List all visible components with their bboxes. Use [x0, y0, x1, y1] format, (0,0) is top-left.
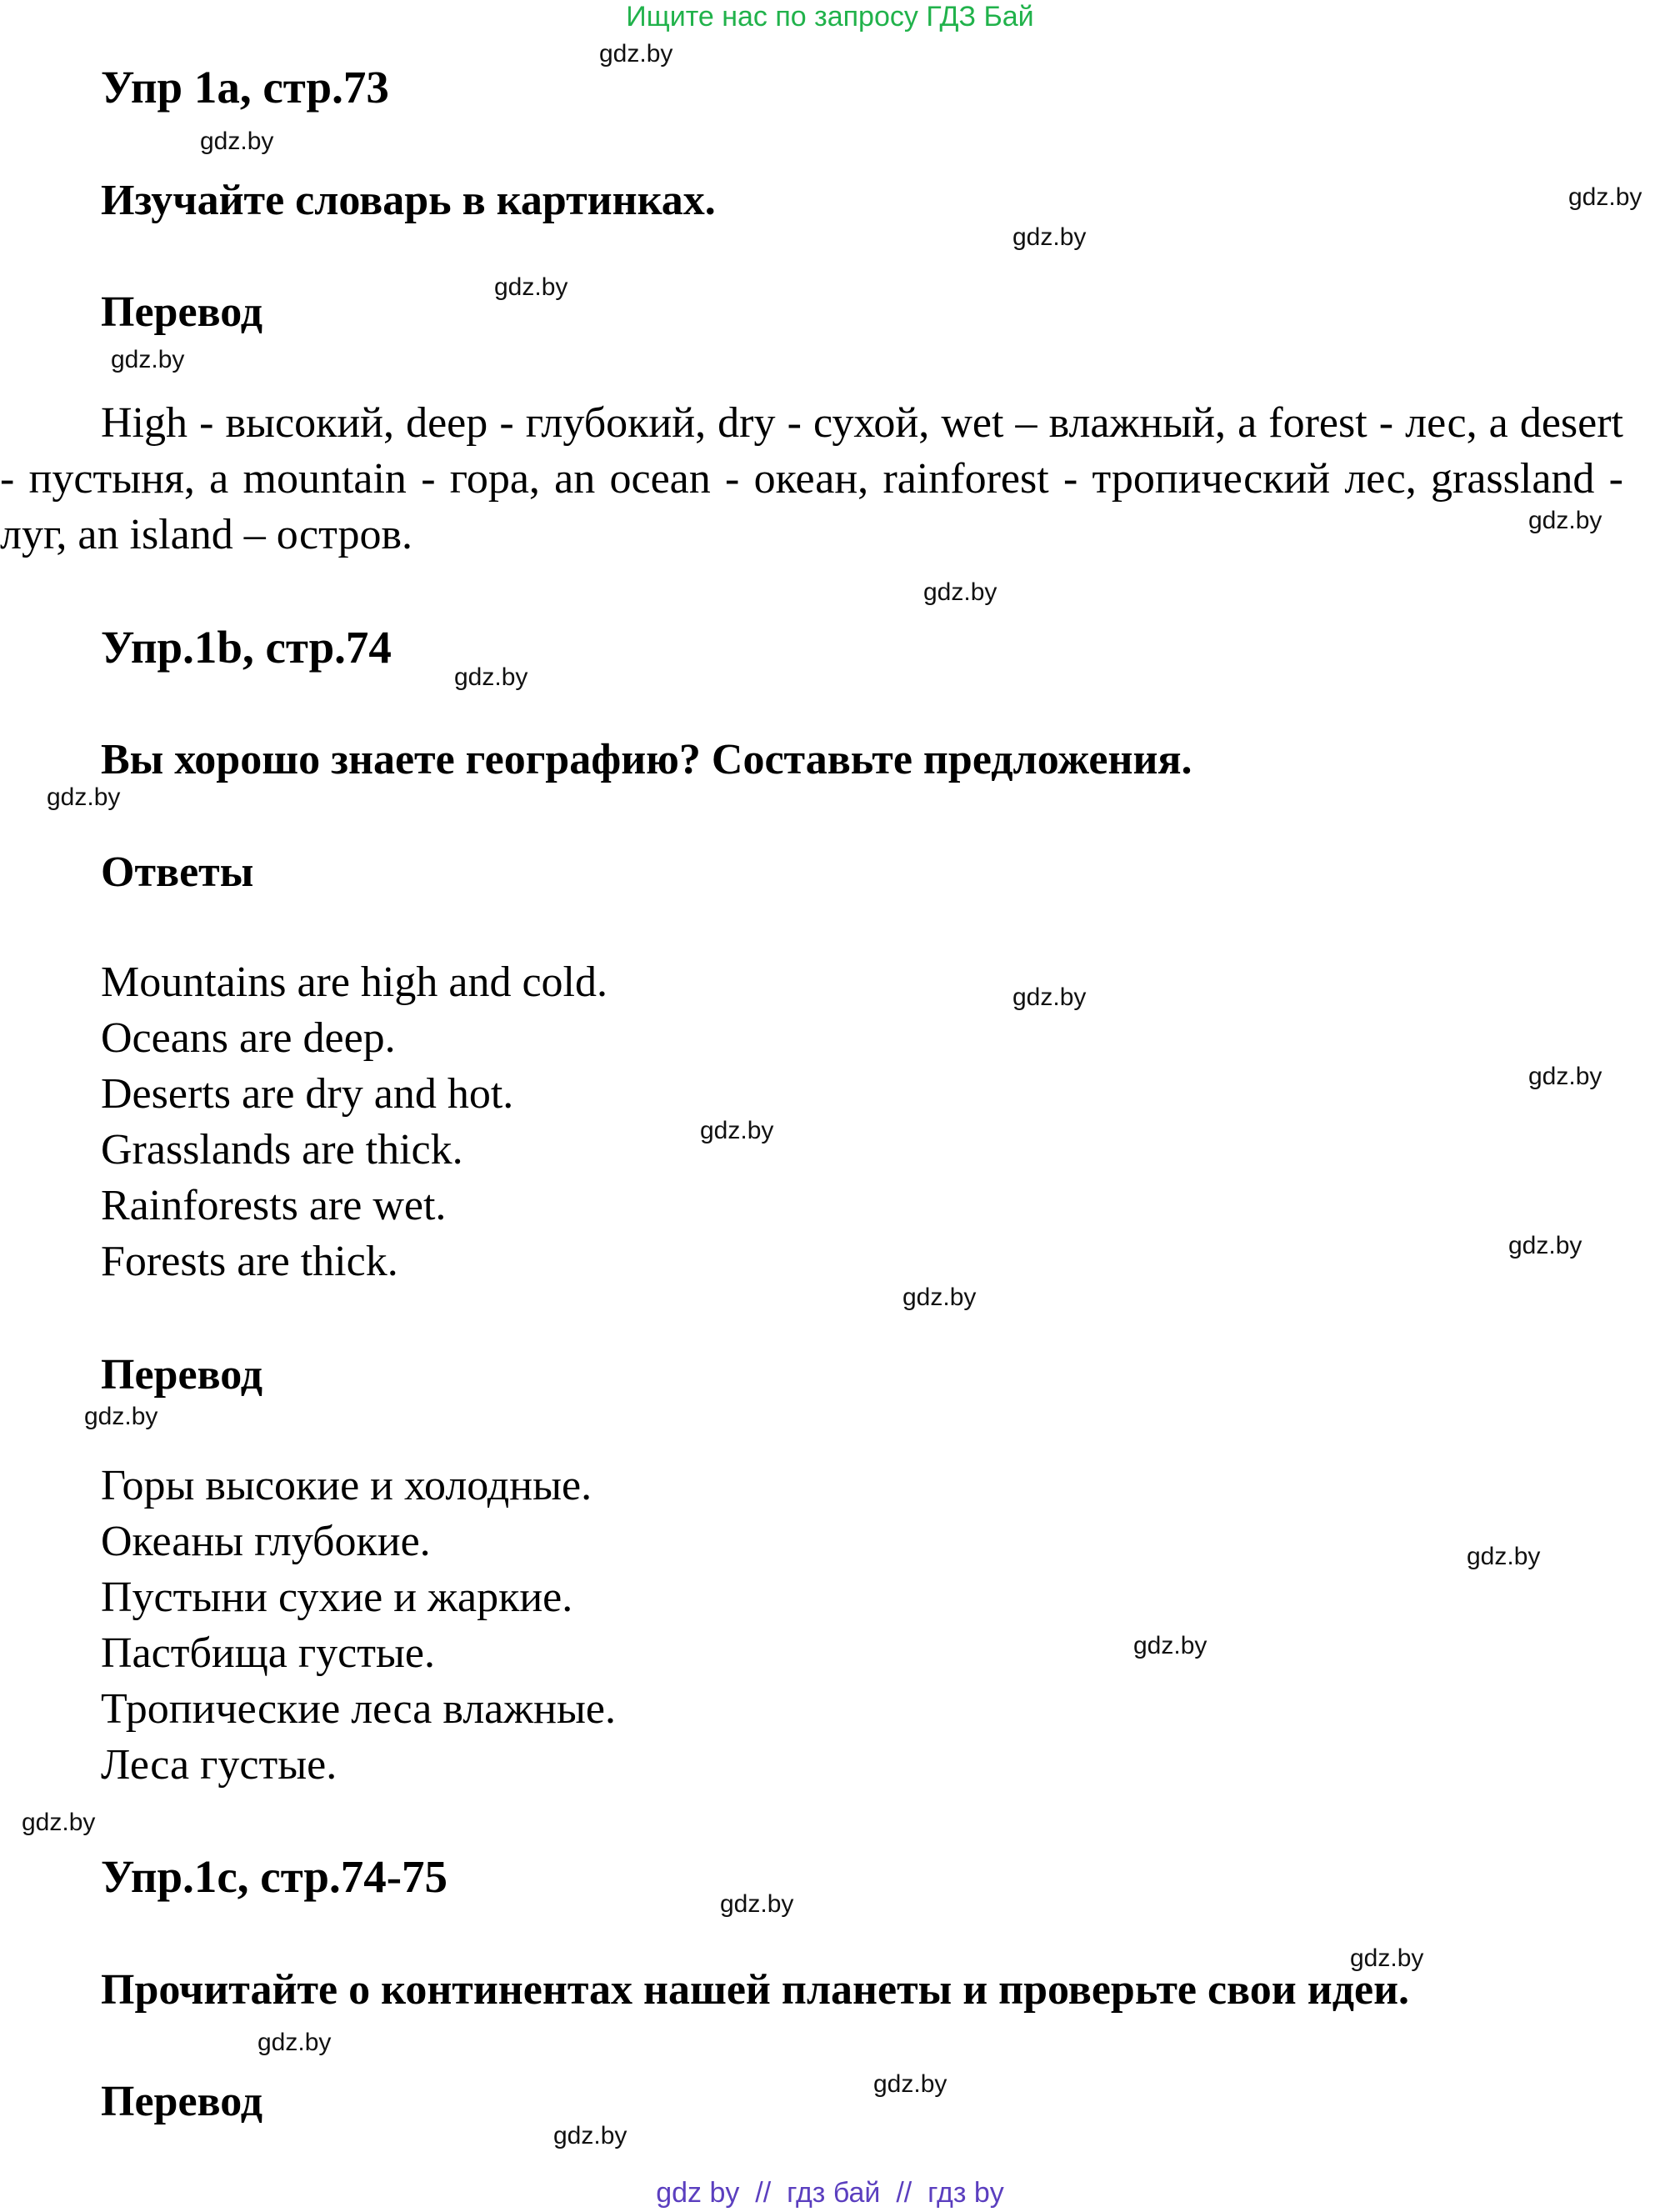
- translation-line: Пастбища густые.: [101, 1629, 435, 1677]
- watermark-text: gdz.by: [720, 1890, 794, 1918]
- translation-label-1a: Перевод: [101, 288, 263, 336]
- translation-line: Пустыни сухие и жаркие.: [101, 1574, 573, 1621]
- answer-line: Mountains are high and cold.: [101, 958, 608, 1006]
- watermark-text: gdz.by: [1133, 1632, 1208, 1659]
- watermark-text: gdz.by: [1467, 1543, 1541, 1570]
- exercise-heading-1b: Упр.1b, стр.74: [101, 622, 392, 673]
- watermark-text: gdz.by: [84, 1403, 158, 1430]
- translation-line: Океаны глубокие.: [101, 1518, 431, 1565]
- answers-list: [101, 954, 608, 1289]
- watermark-text: gdz.by: [1508, 1232, 1582, 1259]
- watermark-text: gdz.by: [258, 2029, 332, 2056]
- translation-label-1c: Перевод: [101, 2078, 263, 2125]
- watermark-text: gdz.by: [22, 1809, 96, 1836]
- answer-line: Grasslands are thick.: [101, 1126, 463, 1174]
- watermark-text: gdz.by: [1012, 223, 1087, 251]
- translation-line: Горы высокие и холодные.: [101, 1462, 592, 1509]
- exercise-heading-1c: Упр.1c, стр.74-75: [101, 1851, 448, 1902]
- exercise-task-1c: Прочитайте о континентах нашей планеты и проверьте свои идеи.: [101, 1966, 1410, 2014]
- footer-links-banner: gdz by // гдз бай // гдз by: [656, 2177, 1004, 2209]
- watermark-text: gdz.by: [599, 40, 673, 68]
- answer-line: Oceans are deep.: [101, 1014, 396, 1062]
- exercise-task-1a: Изучайте словарь в картинках.: [101, 177, 716, 224]
- watermark-text: gdz.by: [454, 663, 528, 691]
- translation-line: Леса густые.: [101, 1741, 338, 1789]
- exercise-task-1b: Вы хорошо знаете географию? Составьте предложения.: [101, 736, 1192, 783]
- watermark-text: gdz.by: [902, 1284, 977, 1311]
- watermark-text: gdz.by: [47, 783, 121, 811]
- top-search-banner: Ищите нас по запросу ГДЗ Бай: [626, 1, 1034, 33]
- translation-list: [101, 1458, 616, 1793]
- answer-line: Rainforests are wet.: [101, 1182, 447, 1229]
- watermark-text: gdz.by: [1012, 983, 1087, 1011]
- watermark-text: gdz.by: [1528, 507, 1602, 534]
- exercise-heading-1a: Упр 1a, стр.73: [101, 62, 389, 113]
- watermark-text: gdz.by: [494, 273, 568, 301]
- watermark-text: gdz.by: [1568, 183, 1642, 211]
- answers-label-1b: Ответы: [101, 848, 254, 896]
- watermark-text: gdz.by: [553, 2122, 628, 2149]
- watermark-text: gdz.by: [923, 578, 998, 606]
- answer-line: Forests are thick.: [101, 1238, 398, 1285]
- watermark-text: gdz.by: [1528, 1063, 1602, 1090]
- watermark-text: gdz.by: [200, 128, 274, 155]
- translation-label-1b: Перевод: [101, 1351, 263, 1399]
- answer-line: Deserts are dry and hot.: [101, 1070, 514, 1118]
- watermark-text: gdz.by: [873, 2070, 948, 2098]
- vocabulary-translation-paragraph: High - высокий, deep - глубокий, dry - сухой, wet – влажный, a forest - лес, a desert - пустыня, a mountain - гора, an ocean - океан, rainforest - тропический лес, grassland - луг, an island – остров.: [0, 399, 1623, 558]
- watermark-text: gdz.by: [700, 1117, 774, 1144]
- watermark-text: gdz.by: [1350, 1944, 1424, 1972]
- translation-line: Тропические леса влажные.: [101, 1685, 617, 1733]
- watermark-text: gdz.by: [111, 346, 185, 373]
